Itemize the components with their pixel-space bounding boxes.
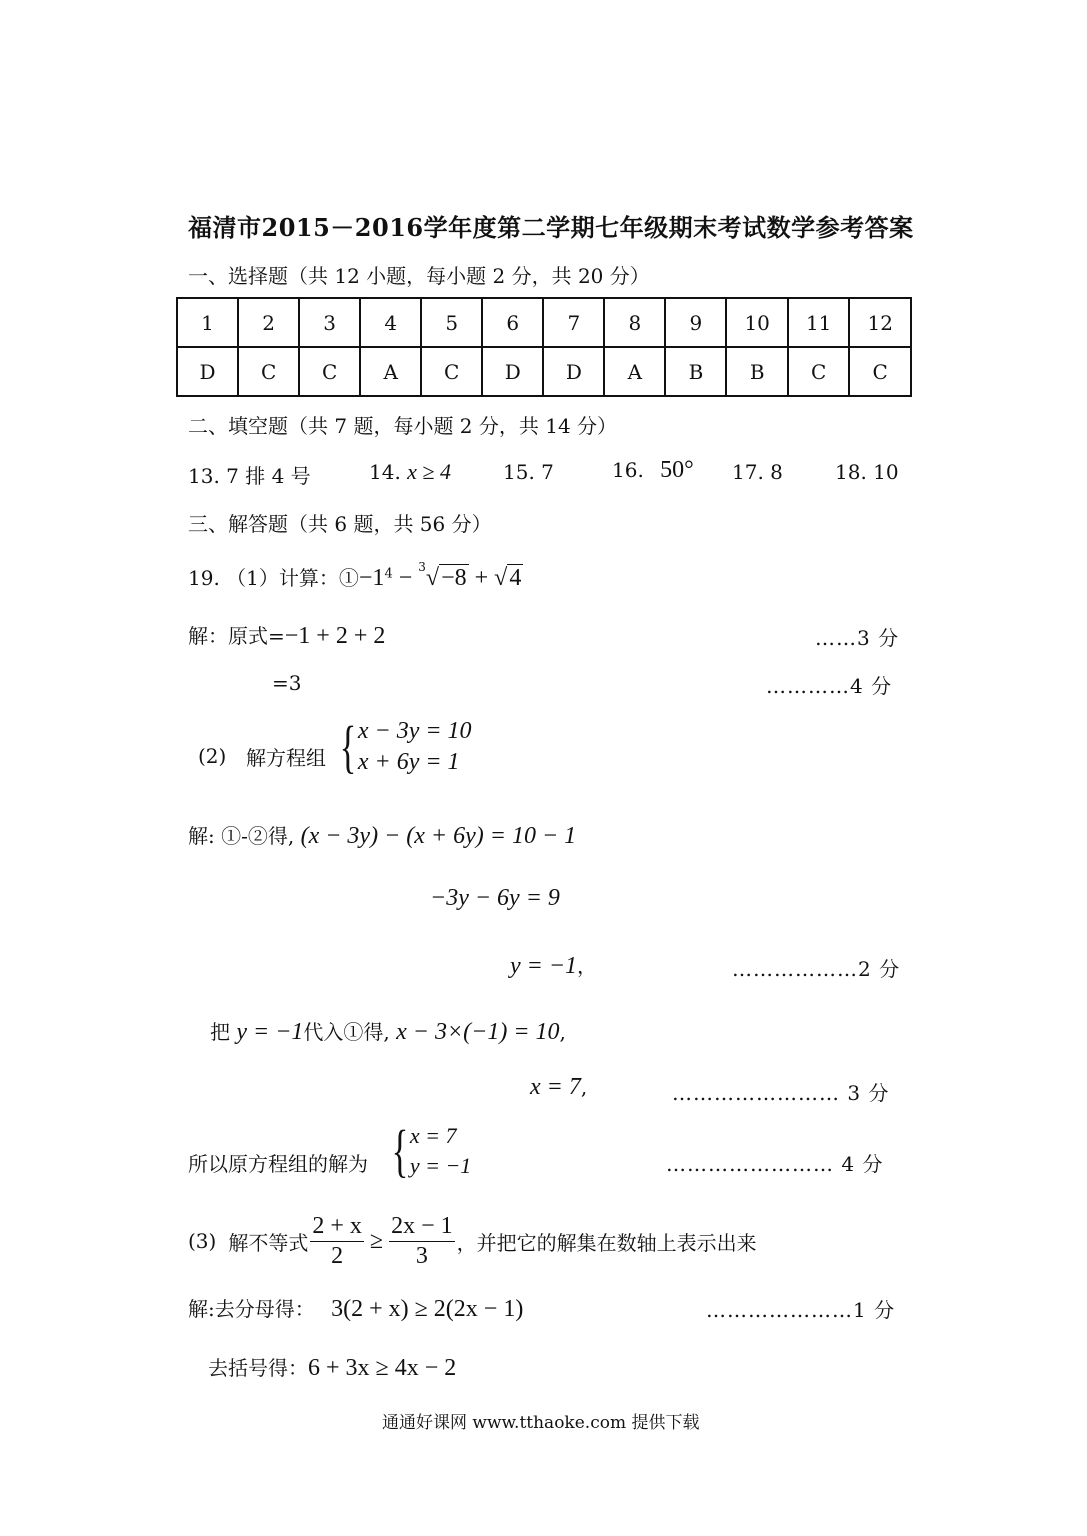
- q19-part2-x-expr: x = 7: [530, 1074, 581, 1100]
- q19-part2-label: (2): [198, 744, 227, 768]
- table-row-numbers: [177, 298, 911, 347]
- q19-part2-score-3: …………………… 3 分: [672, 1081, 890, 1105]
- q19-part3-numerator-right: 2x − 1: [389, 1212, 455, 1242]
- q19-part2-solution-y: y = −1: [409, 1153, 472, 1178]
- fill-answer-16-number: 16.: [612, 458, 644, 482]
- q19-part2-text: 解方程组: [246, 746, 326, 770]
- table-row-answers: [177, 347, 911, 396]
- q19-part3-tail: ，并把它的解集在数轴上表示出来: [456, 1230, 757, 1255]
- section-heading-choice: 一、选择题（共 12 小题，每小题 2 分，共 20 分）: [188, 264, 650, 288]
- q19-part2-step1-label: 解: ①-②得,: [188, 824, 295, 848]
- page-footer: 通通好课网 www.tthaoke.com 提供下载: [382, 1413, 700, 1433]
- answer-cell: D: [177, 347, 238, 396]
- question-number-cell: 3: [299, 298, 360, 347]
- fill-answer-18: 18. 10: [835, 460, 899, 484]
- question-number-cell: 8: [604, 298, 665, 347]
- q19-part2-step3: [510, 950, 597, 980]
- answer-cell: A: [604, 347, 665, 396]
- q19-part3-step2-label: 去括号得：: [208, 1356, 308, 1380]
- q19-part2-equation-2: x + 6y = 1: [357, 749, 460, 775]
- question-number-cell: 1: [177, 298, 238, 347]
- answer-table: [176, 297, 912, 397]
- q19-part2-substitution: 把 y = −1代入①得, x − 3×(−1) = 10,: [210, 1019, 566, 1045]
- q19-part1-score-4: …………4 分: [766, 674, 893, 698]
- question-number-cell: 7: [543, 298, 604, 347]
- page-title: 福清市2015－2016学年度第二学期七年级期末考试数学参考答案: [188, 213, 914, 242]
- q19-part1-radicand-a: −8: [441, 565, 467, 591]
- answer-cell: D: [482, 347, 543, 396]
- q19-part1-plus: +: [468, 565, 495, 591]
- q19-part2-equation-1: x − 3y = 10: [357, 718, 472, 744]
- q19-part3-text: 解不等式: [228, 1230, 309, 1255]
- fill-answer-17: 17. 8: [732, 460, 783, 484]
- q19-part1-minus: −: [392, 565, 419, 591]
- q19-part3-score-1: …………………1 分: [706, 1298, 896, 1322]
- q19-part2-conclusion: 所以原方程组的解为: [188, 1152, 368, 1176]
- fill-answer-15: 15. 7: [503, 460, 554, 484]
- answer-cell: A: [360, 347, 421, 396]
- q19-part2-score-2: ………………2 分: [732, 957, 901, 981]
- question-number-cell: 4: [360, 298, 421, 347]
- question-number-cell: 12: [849, 298, 911, 347]
- q19-part3-step2-expr: 6 + 3x ≥ 4x − 2: [308, 1355, 457, 1381]
- answer-cell: C: [421, 347, 482, 396]
- fill-answer-14-number: 14.: [369, 460, 401, 484]
- answer-cell: B: [726, 347, 787, 396]
- q19-part1-label: 19. （1）计算：①: [188, 566, 359, 590]
- answer-cell: D: [543, 347, 604, 396]
- q19-part1-prompt: 19. （1）计算：$①-1^4 - ^3√-8 + √4$: [188, 560, 522, 591]
- question-number-cell: 5: [421, 298, 482, 347]
- answer-cell: C: [849, 347, 911, 396]
- q19-part2-sub-text: 代入①得,: [303, 1020, 390, 1044]
- fill-answer-14: [369, 459, 451, 485]
- q19-part3-fraction-left: [310, 1212, 364, 1271]
- section-heading-solutions: 三、解答题（共 6 题，共 56 分）: [188, 512, 492, 536]
- q19-part2-score-4: …………………… 4 分: [666, 1152, 884, 1176]
- q19-part3-denominator-right: 3: [415, 1242, 428, 1269]
- q19-part1-result: =3: [272, 671, 302, 695]
- fill-answer-16: [612, 457, 694, 484]
- answer-cell: C: [299, 347, 360, 396]
- q19-part3-fraction-right: [389, 1212, 455, 1271]
- question-number-cell: 11: [788, 298, 849, 347]
- q19-part2-step3-comma: ，: [577, 954, 598, 978]
- q19-part2-sub-expr: y = −1: [236, 1019, 304, 1045]
- fill-answer-14-expr: x ≥ 4: [407, 459, 452, 484]
- answer-cell: C: [238, 347, 299, 396]
- question-number-cell: 6: [482, 298, 543, 347]
- question-number-cell: 9: [665, 298, 726, 347]
- q19-part2-solution-x: x = 7: [409, 1123, 457, 1148]
- q19-part2-x-value: x = 7,: [530, 1074, 588, 1100]
- q19-part3-step1-expr: 3(2 + x) ≥ 2(2x − 1): [331, 1296, 524, 1322]
- q19-part1-exponent: 4: [384, 566, 393, 582]
- q19-part3-step1: [188, 1293, 523, 1323]
- q19-part3-label: (3): [188, 1229, 217, 1254]
- q19-part2-step1: [188, 820, 576, 850]
- q19-part1-solution: [188, 620, 385, 650]
- q19-part2-step3-expr: y = −1: [510, 953, 578, 979]
- fill-answer-16-value: 50°: [660, 457, 694, 483]
- answer-cell: B: [665, 347, 726, 396]
- q19-part3-prompt: [188, 1212, 757, 1271]
- q19-part2-system: [334, 714, 472, 779]
- q19-part1-score-3: ……3 分: [815, 626, 900, 650]
- q19-part2-step2: −3y − 6y = 9: [430, 885, 560, 911]
- q19-part2-step1-expr: (x − 3y) − (x + 6y) = 10 − 1: [300, 823, 577, 849]
- q19-part3-geq: ≥: [369, 1227, 384, 1254]
- question-number-cell: 10: [726, 298, 787, 347]
- q19-part3-step1-label: 解:去分母得：: [188, 1297, 315, 1321]
- q19-part2-sub-result: x − 3×(−1) = 10: [396, 1019, 560, 1045]
- q19-part1-solution-label: 解：原式=: [188, 624, 285, 648]
- q19-part3-step2: [208, 1352, 456, 1382]
- q19-part3-denominator-left: 2: [331, 1242, 344, 1269]
- brace-symbol: {: [339, 714, 357, 779]
- q19-part3-numerator-left: 2 + x: [310, 1212, 364, 1242]
- q19-part1-radicand-b: 4: [509, 565, 522, 591]
- brace-symbol: {: [391, 1118, 409, 1183]
- question-number-cell: 2: [238, 298, 299, 347]
- q19-part2-sub-label: 把: [210, 1020, 230, 1044]
- q19-part2-solution-system: [386, 1118, 472, 1183]
- fill-answer-13: 13. 7 排 4 号: [188, 464, 311, 488]
- answer-cell: C: [788, 347, 849, 396]
- q19-part1-root-index: 3: [418, 560, 426, 574]
- section-heading-fill: 二、填空题（共 7 题，每小题 2 分，共 14 分）: [188, 414, 618, 438]
- q19-part1-term: −1: [358, 565, 385, 591]
- q19-part1-solution-expr: −1 + 2 + 2: [284, 623, 386, 649]
